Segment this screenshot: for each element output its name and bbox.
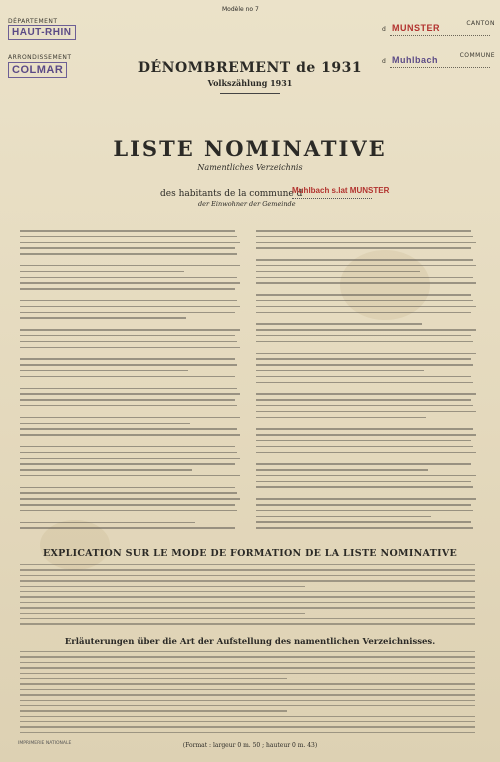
text-line xyxy=(256,236,473,238)
text-line xyxy=(20,569,475,570)
liste-german-subheading: Namentliches Verzeichnis xyxy=(197,163,303,172)
text-line xyxy=(20,710,287,711)
text-line xyxy=(20,282,240,284)
text-line xyxy=(256,382,473,384)
text-line xyxy=(20,312,235,314)
text-line xyxy=(20,705,475,706)
text-line xyxy=(20,452,237,454)
text-line xyxy=(256,282,476,284)
text-line xyxy=(256,294,471,296)
explication-text-block xyxy=(20,564,480,630)
text-line xyxy=(20,586,305,587)
canton-d-prefix: d xyxy=(382,26,387,33)
text-line xyxy=(256,411,476,413)
instructions-column-german xyxy=(256,230,480,532)
text-line xyxy=(20,613,305,614)
text-line xyxy=(256,510,473,512)
text-line xyxy=(20,242,240,244)
text-line xyxy=(256,242,476,244)
text-line xyxy=(20,317,186,319)
text-line xyxy=(20,580,475,581)
format-note: (Format : largeur 0 m. 50 ; hauteur 0 m. 43) xyxy=(182,742,318,749)
text-line xyxy=(256,417,426,419)
text-line xyxy=(256,353,476,355)
erlauterungen-heading: Erläuterungen über die Art der Aufstellung des namentlichen Verzeichnisses. xyxy=(64,637,436,647)
text-line xyxy=(20,376,235,378)
text-line xyxy=(256,335,471,337)
text-line xyxy=(20,370,188,372)
text-line xyxy=(20,277,237,279)
text-line xyxy=(256,463,471,465)
text-line xyxy=(20,341,237,343)
text-line xyxy=(20,564,475,565)
text-line xyxy=(20,446,235,448)
title-rule xyxy=(220,93,280,94)
text-line xyxy=(256,329,476,331)
text-line xyxy=(20,329,240,331)
text-line xyxy=(256,434,476,436)
text-line xyxy=(20,423,190,425)
text-line xyxy=(256,521,471,523)
text-line xyxy=(20,428,237,430)
text-line xyxy=(256,306,476,308)
habitants-french: des habitants de la commune d xyxy=(160,189,303,199)
text-line xyxy=(20,393,240,395)
text-line xyxy=(256,376,471,378)
text-line xyxy=(20,510,237,512)
text-line xyxy=(20,417,240,419)
text-line xyxy=(256,312,471,314)
commune-fill-line xyxy=(292,198,372,199)
habitants-german: der Einwohner der Gemeinde xyxy=(198,200,296,208)
text-line xyxy=(20,253,237,255)
text-line xyxy=(256,370,424,372)
arrondissement-label: ARRONDISSEMENT xyxy=(8,54,72,61)
text-line xyxy=(20,527,235,529)
text-line xyxy=(20,575,475,576)
text-line xyxy=(256,527,473,529)
text-line xyxy=(256,271,420,273)
canton-stamp: MUNSTER xyxy=(392,23,440,33)
erlauterungen-text-block xyxy=(20,651,480,739)
text-line xyxy=(20,662,475,663)
text-line xyxy=(256,486,473,488)
liste-nominative-heading: LISTE NOMINATIVE xyxy=(113,136,387,161)
text-line xyxy=(20,230,235,232)
text-line xyxy=(20,463,235,465)
text-line xyxy=(20,498,240,500)
text-line xyxy=(256,259,473,261)
text-line xyxy=(20,700,475,701)
departement-label: DÉPARTEMENT xyxy=(8,18,58,25)
text-line xyxy=(256,230,471,232)
text-line xyxy=(20,694,475,695)
text-line xyxy=(20,716,475,717)
text-line xyxy=(20,271,184,273)
commune-label: COMMUNE xyxy=(459,52,495,59)
text-line xyxy=(20,405,237,407)
text-line xyxy=(20,656,475,657)
text-line xyxy=(20,651,475,652)
explication-heading: EXPLICATION SUR LE MODE DE FORMATION DE LA LISTE NOMINATIVE xyxy=(42,548,458,559)
text-line xyxy=(20,335,235,337)
text-line xyxy=(256,323,422,325)
title-french: DÉNOMBREMENT de 1931 xyxy=(137,60,363,76)
text-line xyxy=(256,341,473,343)
text-line xyxy=(20,487,235,489)
text-line xyxy=(20,399,235,401)
text-line xyxy=(20,618,475,619)
text-line xyxy=(256,481,471,483)
text-line xyxy=(20,607,475,608)
text-line xyxy=(20,667,475,668)
text-line xyxy=(256,405,473,407)
printer-mark: IMPRIMERIE NATIONALE xyxy=(18,741,72,746)
text-line xyxy=(20,364,237,366)
text-line xyxy=(20,434,240,436)
title-german: Volkszählung 1931 xyxy=(207,78,293,88)
text-line xyxy=(20,300,237,302)
text-line xyxy=(20,602,475,603)
text-line xyxy=(256,265,476,267)
text-line xyxy=(20,522,195,524)
text-line xyxy=(20,265,240,267)
text-line xyxy=(256,399,471,401)
text-line xyxy=(20,623,475,624)
text-line xyxy=(20,721,475,722)
text-line xyxy=(20,504,235,506)
text-line xyxy=(256,364,473,366)
text-line xyxy=(256,247,471,249)
text-line xyxy=(256,469,428,471)
text-line xyxy=(256,440,471,442)
text-line xyxy=(20,683,475,684)
canton-label: CANTON xyxy=(466,20,495,27)
text-line xyxy=(20,596,475,597)
modele-number: Modèle no 7 xyxy=(222,6,259,13)
text-line xyxy=(20,247,235,249)
text-line xyxy=(20,469,192,471)
text-line xyxy=(256,428,473,430)
text-line xyxy=(20,347,240,349)
commune-d-prefix: d xyxy=(382,58,387,65)
commune-stamp: Muhlbach xyxy=(392,55,438,65)
text-line xyxy=(20,475,240,477)
text-line xyxy=(20,358,235,360)
text-line xyxy=(20,591,475,592)
instructions-column-french xyxy=(20,230,244,532)
text-line xyxy=(256,452,476,454)
text-line xyxy=(20,492,237,494)
text-line xyxy=(20,678,287,679)
text-line xyxy=(256,393,476,395)
departement-stamp: HAUT-RHIN xyxy=(8,25,76,40)
text-line xyxy=(256,504,471,506)
text-line xyxy=(20,673,475,674)
text-line xyxy=(256,358,471,360)
text-line xyxy=(20,306,240,308)
text-line xyxy=(20,288,235,290)
text-line xyxy=(20,726,475,727)
text-line xyxy=(256,498,476,500)
canton-line xyxy=(390,35,490,36)
text-line xyxy=(256,300,473,302)
text-line xyxy=(256,277,473,279)
text-line xyxy=(20,388,237,390)
text-line xyxy=(20,689,475,690)
text-line xyxy=(20,732,475,733)
text-line xyxy=(20,458,240,460)
text-line xyxy=(256,516,431,518)
commune-handwritten-stamp: Muhlbach s.lat MUNSTER xyxy=(292,186,390,195)
arrondissement-stamp: COLMAR xyxy=(8,62,67,78)
text-line xyxy=(256,475,476,477)
text-line xyxy=(256,446,473,448)
text-line xyxy=(20,236,237,238)
